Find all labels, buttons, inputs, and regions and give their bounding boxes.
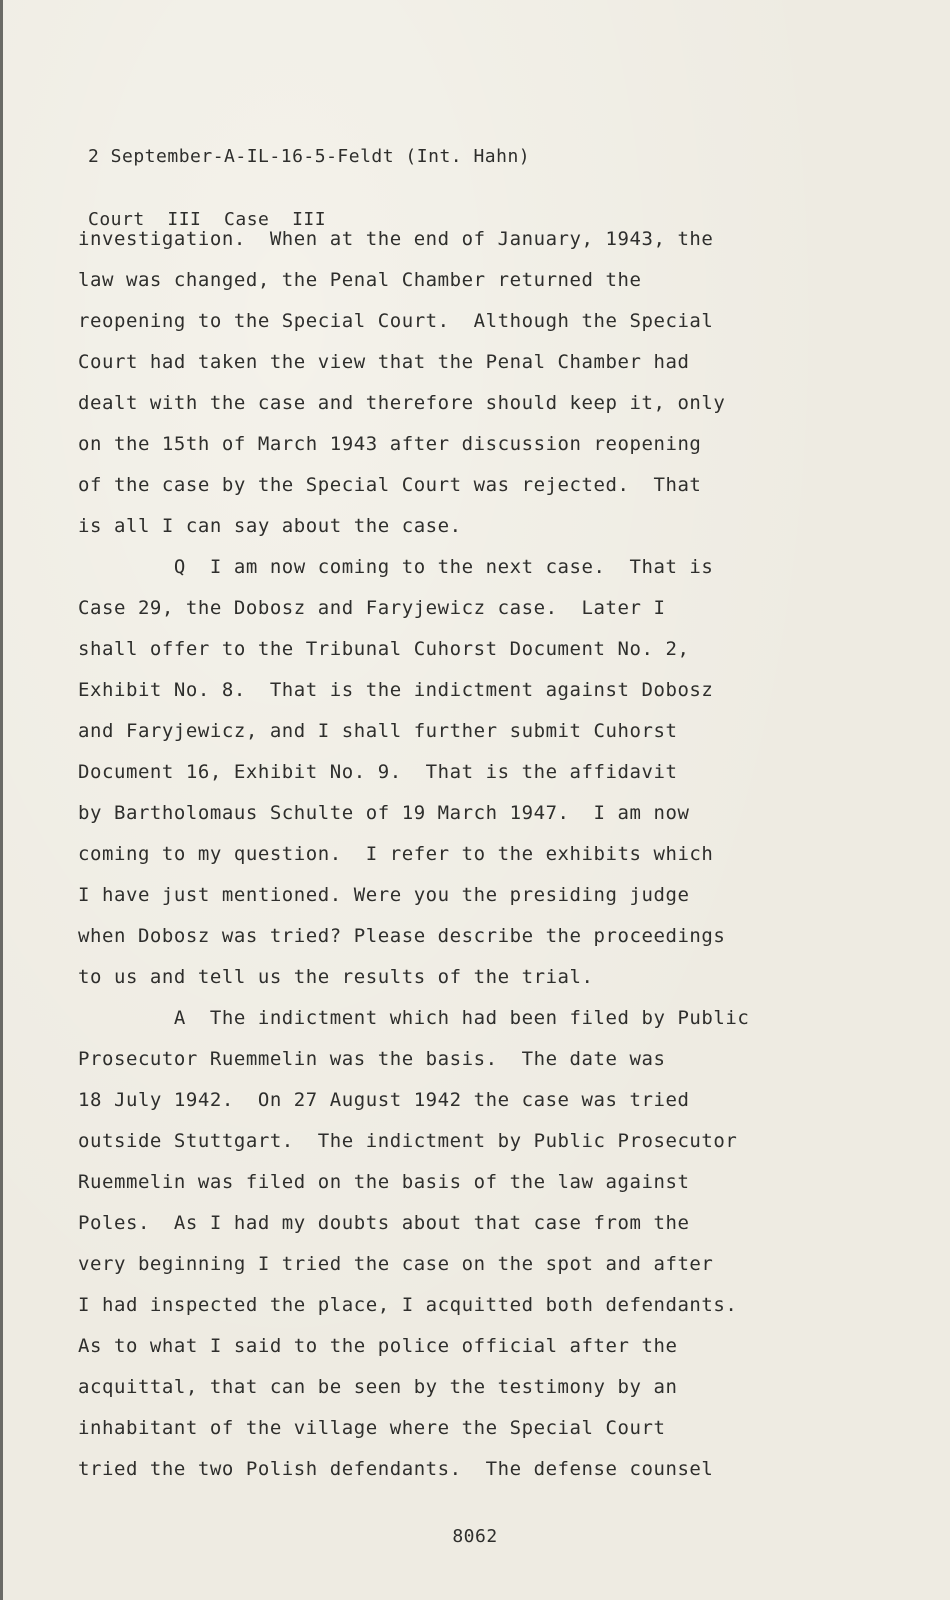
text-line: very beginning I tried the case on the spot and after [78, 1253, 714, 1275]
text-line: on the 15th of March 1943 after discussion reopening [78, 433, 702, 455]
text-line: Court had taken the view that the Penal Chamber had [78, 351, 690, 373]
page-edge [0, 0, 3, 1600]
text-line: 18 July 1942. On 27 August 1942 the case was tried [78, 1089, 690, 1111]
text-line: Prosecutor Ruemmelin was the basis. The date was [78, 1048, 666, 1070]
text-line: law was changed, the Penal Chamber returned the [78, 269, 642, 291]
text-line: inhabitant of the village where the Special Court [78, 1417, 666, 1439]
answer-line: A The indictment which had been filed by Public [78, 1007, 750, 1029]
text-line: I have just mentioned. Were you the presiding judge [78, 884, 690, 906]
text-line: Poles. As I had my doubts about that case from the [78, 1212, 690, 1234]
header-session-line: 2 September-A-IL-16-5-Feldt (Int. Hahn) [88, 146, 531, 167]
text-line: and Faryjewicz, and I shall further submit Cuhorst [78, 720, 678, 742]
text-line: dealt with the case and therefore should keep it, only [78, 392, 726, 414]
text-line: Exhibit No. 8. That is the indictment against Dobosz [78, 679, 714, 701]
text-line: tried the two Polish defendants. The defense counsel [78, 1458, 714, 1480]
text-line: shall offer to the Tribunal Cuhorst Document No. 2, [78, 638, 690, 660]
text-line: Ruemmelin was filed on the basis of the law against [78, 1171, 690, 1193]
header-court-line: Court III Case III [88, 209, 327, 230]
text-line: by Bartholomaus Schulte of 19 March 1947. I am now [78, 802, 690, 824]
transcript-body [78, 228, 778, 1499]
text-line: acquittal, that can be seen by the testimony by an [78, 1376, 678, 1398]
text-line: to us and tell us the results of the trial. [78, 966, 594, 988]
text-line: of the case by the Special Court was rejected. That [78, 474, 702, 496]
text-line: As to what I said to the police official after the [78, 1335, 678, 1357]
text-line: Document 16, Exhibit No. 9. That is the affidavit [78, 761, 678, 783]
text-line: is all I can say about the case. [78, 515, 462, 537]
text-line: investigation. When at the end of January, 1943, the [78, 228, 714, 250]
text-line: outside Stuttgart. The indictment by Public Prosecutor [78, 1130, 738, 1152]
text-line: reopening to the Special Court. Although the Special [78, 310, 714, 332]
question-line: Q I am now coming to the next case. That is [78, 556, 714, 578]
text-line: I had inspected the place, I acquitted both defendants. [78, 1294, 738, 1316]
page-number: 8062 [452, 1526, 498, 1547]
text-line: coming to my question. I refer to the exhibits which [78, 843, 714, 865]
text-line: when Dobosz was tried? Please describe the proceedings [78, 925, 726, 947]
text-line: Case 29, the Dobosz and Faryjewicz case. Later I [78, 597, 666, 619]
